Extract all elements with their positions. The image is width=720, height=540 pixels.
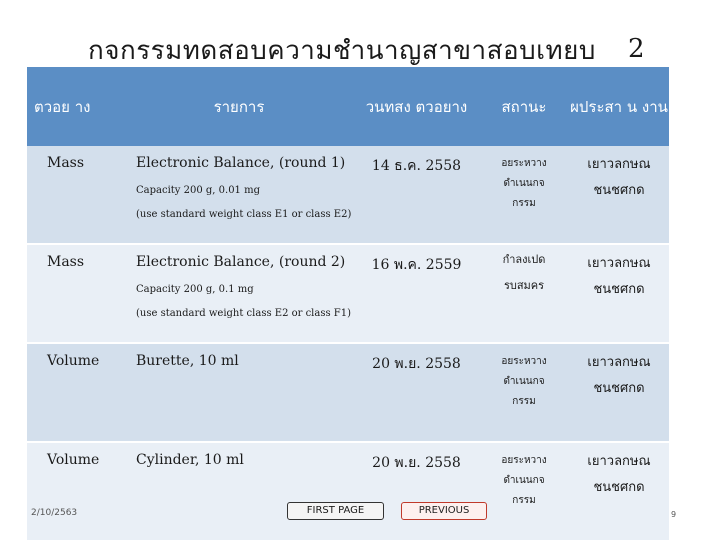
sample-type: Mass — [27, 146, 124, 244]
status-line: กรรม — [512, 396, 536, 407]
coordinator-last: ชนชศกด — [593, 183, 645, 198]
first-page-button[interactable]: FIRST PAGE — [287, 502, 384, 520]
table-row — [27, 244, 669, 343]
header-sample: ตวอย าง — [27, 67, 124, 146]
coordinator-cell — [569, 442, 669, 540]
send-date: 14 ธ.ค. 2558 — [354, 146, 479, 244]
activity-table — [27, 67, 669, 540]
send-date: 16 พ.ค. 2559 — [354, 244, 479, 343]
footer-date: 2/10/2563 — [31, 508, 78, 518]
item-cell — [124, 343, 354, 442]
header-status: สถานะ — [479, 67, 569, 146]
status-line: อยระหวาง — [501, 158, 547, 169]
status-line: ดำเนนกจ — [503, 178, 545, 189]
sample-type: Mass — [27, 244, 124, 343]
slide-number: 9 — [671, 510, 677, 519]
coordinator-cell — [569, 244, 669, 343]
table-header-row — [27, 67, 669, 146]
coordinator-first: เยาวลกษณ — [587, 157, 651, 172]
item-capacity: Capacity 200 g, 0.01 mg — [136, 185, 260, 196]
coordinator-first: เยาวลกษณ — [587, 256, 651, 271]
table-row — [27, 343, 669, 442]
table-row — [27, 146, 669, 244]
page-title: กจกรรมทดสอบความชำนาญสาขาสอบเทยบ — [88, 36, 596, 66]
item-cell — [124, 244, 354, 343]
status-cell — [479, 244, 569, 343]
status-line: ดำเนนกจ — [503, 475, 545, 486]
coordinator-cell — [569, 343, 669, 442]
coordinator-cell — [569, 146, 669, 244]
coordinator-first: เยาวลกษณ — [587, 355, 651, 370]
page-number: 2 — [628, 34, 645, 64]
coordinator-first: เยาวลกษณ — [587, 454, 651, 469]
table-row — [27, 442, 669, 540]
item-cell — [124, 442, 354, 540]
status-line: กรรม — [512, 495, 536, 506]
item-capacity: Capacity 200 g, 0.1 mg — [136, 284, 254, 295]
status-cell — [479, 146, 569, 244]
item-standard: (use standard weight class E2 or class F1) — [136, 308, 351, 319]
coordinator-last: ชนชศกด — [593, 381, 645, 396]
status-line: กำลงเปด — [502, 253, 546, 266]
send-date: 20 พ.ย. 2558 — [354, 442, 479, 540]
status-line: ดำเนนกจ — [503, 376, 545, 387]
item-cell — [124, 146, 354, 244]
status-line: อยระหวาง — [501, 356, 547, 367]
item-name: Electronic Balance, (round 1) — [136, 155, 346, 171]
send-date: 20 พ.ย. 2558 — [354, 343, 479, 442]
item-name: Electronic Balance, (round 2) — [136, 254, 346, 270]
coordinator-last: ชนชศกด — [593, 480, 645, 495]
header-coordinator: ผประสา น งาน — [569, 67, 669, 146]
item-name: Cylinder, 10 ml — [136, 452, 244, 468]
previous-button[interactable]: PREVIOUS — [401, 502, 487, 520]
header-item: รายการ — [124, 67, 354, 146]
coordinator-last: ชนชศกด — [593, 282, 645, 297]
status-line: รบสมคร — [503, 279, 545, 292]
sample-type: Volume — [27, 343, 124, 442]
status-cell — [479, 343, 569, 442]
header-date: วนทสง ตวอยาง — [354, 67, 479, 146]
item-name: Burette, 10 ml — [136, 353, 239, 369]
status-line: กรรม — [512, 198, 536, 209]
status-cell — [479, 442, 569, 540]
item-standard: (use standard weight class E1 or class E2) — [136, 209, 352, 220]
sample-type: Volume — [27, 442, 124, 540]
status-line: อยระหวาง — [501, 455, 547, 466]
